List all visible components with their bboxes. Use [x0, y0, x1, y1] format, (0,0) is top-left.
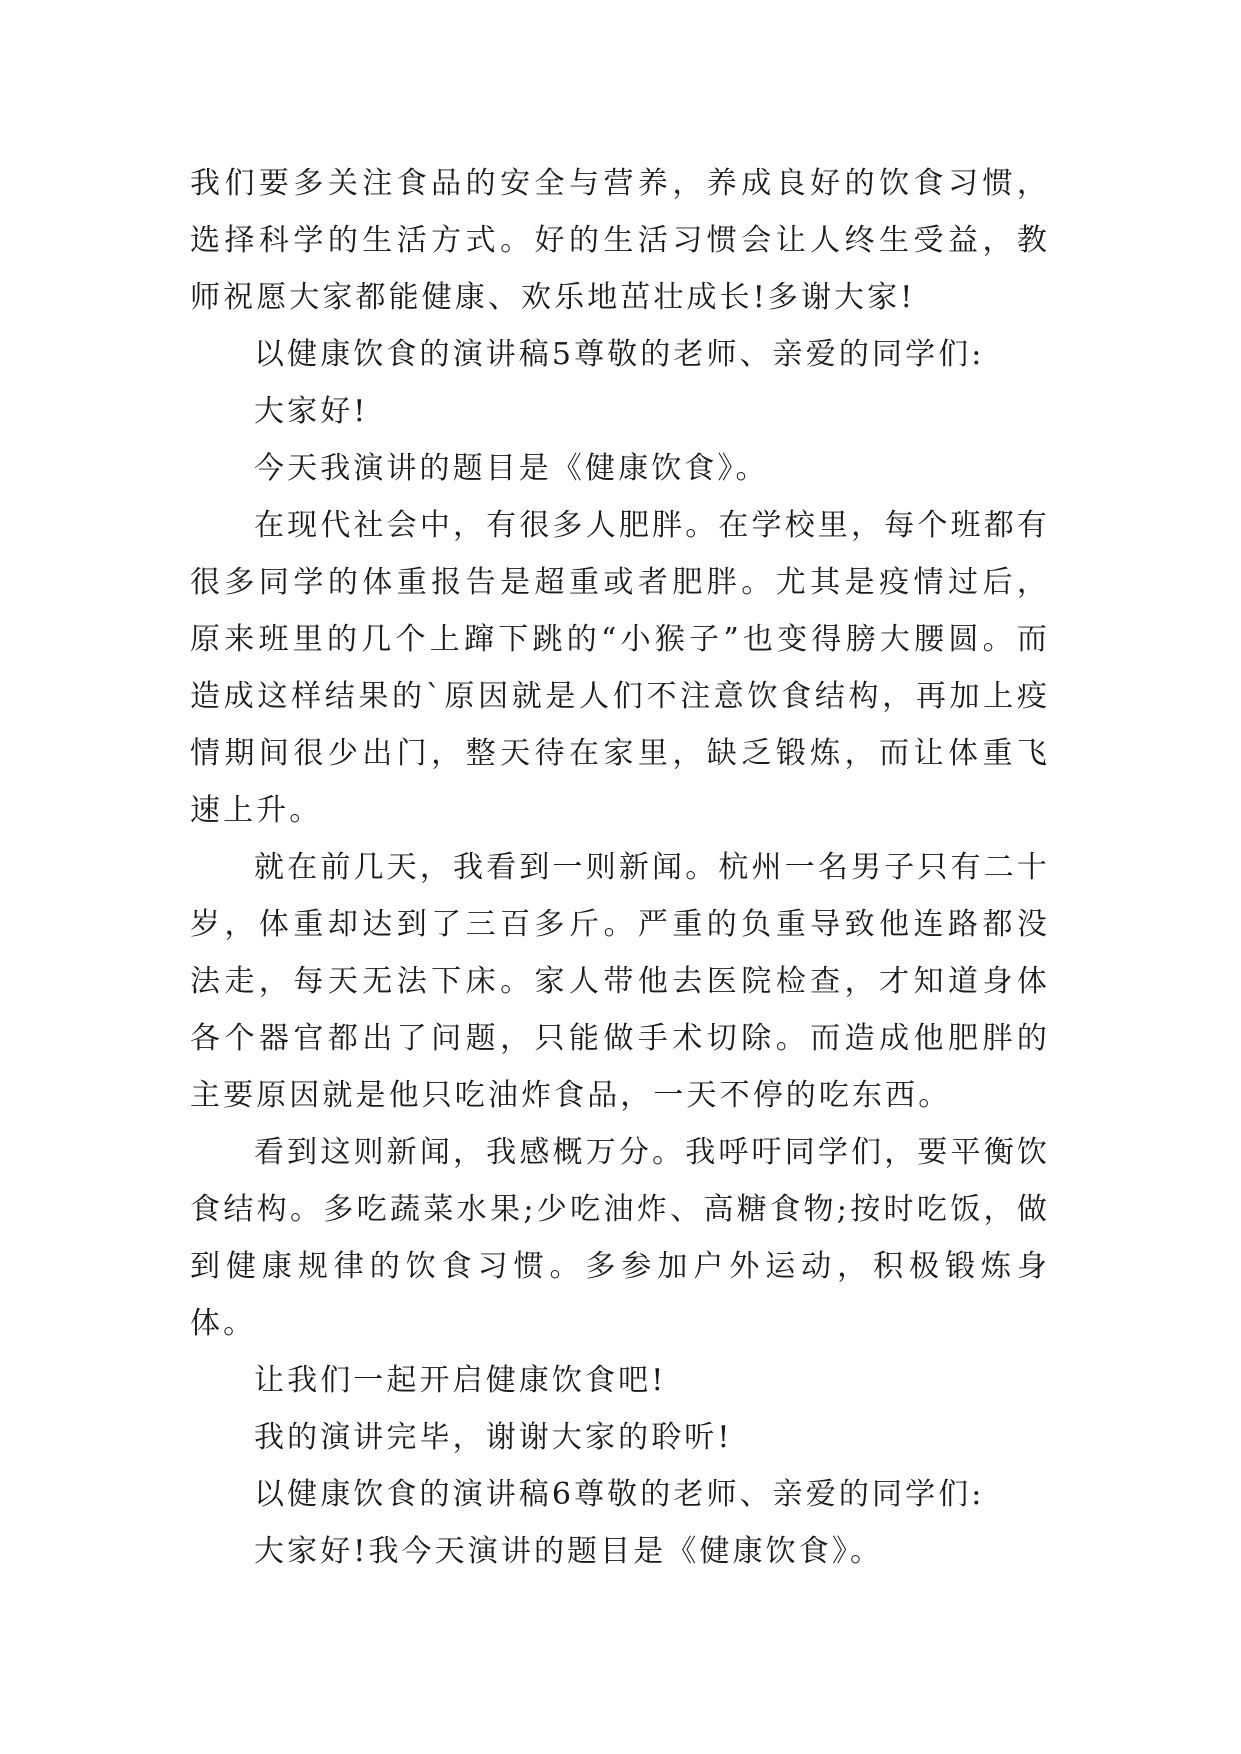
paragraph-speech6-heading: 以健康饮食的演讲稿6尊敬的老师、亲爱的同学们: — [254, 1477, 985, 1512]
paragraph-speech6-greeting: 大家好!我今天演讲的题目是《健康饮食》。 — [254, 1534, 884, 1569]
document-body — [190, 155, 1050, 1580]
paragraph-obesity: 在现代社会中，有很多人肥胖。在学校里，每个班都有很多同学的体重报告是超重或者肥胖。尤其是疫情过后，原来班里的几个上蹿下跳的“小猴子”也变得膀大腰圆。而造成这样结果的`原因就是人们不注意饮食结构，再加上疫情期间很少出门，整天待在家里，缺乏锻炼，而让体重飞速上升。 — [190, 508, 1050, 828]
paragraph-closing: 我的演讲完毕，谢谢大家的聆听! — [254, 1420, 733, 1455]
paragraph-speech5-heading: 以健康饮食的演讲稿5尊敬的老师、亲爱的同学们: — [254, 337, 985, 372]
paragraph-greeting: 大家好! — [254, 394, 369, 429]
paragraph-appeal: 看到这则新闻，我感概万分。我呼吁同学们，要平衡饮食结构。多吃蔬菜水果;少吃油炸、高糖食物;按时吃饭，做到健康规律的饮食习惯。多参加户外运动，积极锻炼身体。 — [190, 1135, 1050, 1341]
paragraph-call-to-action: 让我们一起开启健康饮食吧! — [254, 1363, 667, 1398]
paragraph-topic: 今天我演讲的题目是《健康饮食》。 — [254, 451, 769, 486]
paragraph-news: 就在前几天，我看到一则新闻。杭州一名男子只有二十岁，体重却达到了三百多斤。严重的负重导致他连路都没法走，每天无法下床。家人带他去医院检查，才知道身体各个器官都出了问题，只能做手术切除。而造成他肥胖的主要原因就是他只吃油炸食品，一天不停的吃东西。 — [190, 850, 1050, 1113]
paragraph-continuation: 我们要多关注食品的安全与营养，养成良好的饮食习惯，选择科学的生活方式。好的生活习惯会让人终生受益，教师祝愿大家都能健康、欢乐地茁壮成长!多谢大家! — [190, 166, 1050, 315]
